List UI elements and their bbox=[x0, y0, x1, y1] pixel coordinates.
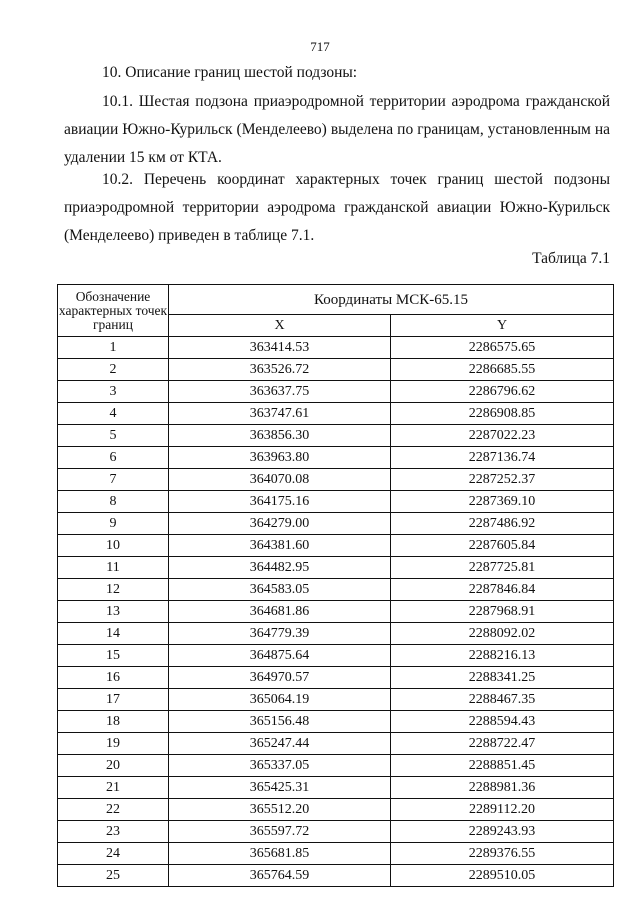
y-coordinate-cell: 2288722.47 bbox=[391, 733, 614, 755]
point-number-cell: 16 bbox=[58, 667, 169, 689]
point-number-cell: 25 bbox=[58, 865, 169, 887]
point-number-cell: 22 bbox=[58, 799, 169, 821]
table-row bbox=[58, 755, 614, 777]
x-coordinate-cell: 363637.75 bbox=[169, 381, 391, 403]
point-number-cell: 18 bbox=[58, 711, 169, 733]
table-row bbox=[58, 337, 614, 359]
y-coordinate-cell: 2289243.93 bbox=[391, 821, 614, 843]
point-number-cell: 9 bbox=[58, 513, 169, 535]
x-coordinate-cell: 365064.19 bbox=[169, 689, 391, 711]
y-coordinate-cell: 2289376.55 bbox=[391, 843, 614, 865]
point-number-cell: 10 bbox=[58, 535, 169, 557]
table-row bbox=[58, 425, 614, 447]
y-coordinate-cell: 2286685.55 bbox=[391, 359, 614, 381]
point-number-cell: 15 bbox=[58, 645, 169, 667]
table-row bbox=[58, 711, 614, 733]
y-coordinate-cell: 2287968.91 bbox=[391, 601, 614, 623]
point-number-cell: 2 bbox=[58, 359, 169, 381]
paragraph-10-2: 10.2. Перечень координат характерных точек границ шестой подзоны приаэродромной территории аэродрома гражданской авиации Южно-Курильск (Менделеево) приведен в таблице 7.1. bbox=[64, 171, 610, 244]
table-row bbox=[58, 381, 614, 403]
point-number-cell: 11 bbox=[58, 557, 169, 579]
y-coordinate-cell: 2288851.45 bbox=[391, 755, 614, 777]
x-coordinate-cell: 364381.60 bbox=[169, 535, 391, 557]
header-coords-group: Координаты МСК-65.15 bbox=[169, 285, 614, 315]
page-number: 717 bbox=[310, 39, 330, 54]
table-row bbox=[58, 821, 614, 843]
x-coordinate-cell: 364970.57 bbox=[169, 667, 391, 689]
y-coordinate-cell: 2286796.62 bbox=[391, 381, 614, 403]
point-number-cell: 5 bbox=[58, 425, 169, 447]
y-coordinate-cell: 2286575.65 bbox=[391, 337, 614, 359]
table-row bbox=[58, 623, 614, 645]
table-row bbox=[58, 865, 614, 887]
y-coordinate-cell: 2288594.43 bbox=[391, 711, 614, 733]
point-number-cell: 17 bbox=[58, 689, 169, 711]
table-row bbox=[58, 469, 614, 491]
point-number-cell: 1 bbox=[58, 337, 169, 359]
point-number-cell: 20 bbox=[58, 755, 169, 777]
y-coordinate-cell: 2287605.84 bbox=[391, 535, 614, 557]
y-coordinate-cell: 2287022.23 bbox=[391, 425, 614, 447]
table-row bbox=[58, 667, 614, 689]
table-row bbox=[58, 557, 614, 579]
point-number-cell: 21 bbox=[58, 777, 169, 799]
table-row bbox=[58, 799, 614, 821]
table-row bbox=[58, 535, 614, 557]
paragraph-10-1: 10.1. Шестая подзона приаэродромной территории аэродрома гражданской авиации Южно-Курильск (Менделеево) выделена по границам, установленным на удалении 15 км от КТА. bbox=[64, 93, 610, 166]
x-coordinate-cell: 363747.61 bbox=[169, 403, 391, 425]
x-coordinate-cell: 365681.85 bbox=[169, 843, 391, 865]
x-coordinate-cell: 364681.86 bbox=[169, 601, 391, 623]
point-number-cell: 23 bbox=[58, 821, 169, 843]
x-coordinate-cell: 364482.95 bbox=[169, 557, 391, 579]
x-coordinate-cell: 363856.30 bbox=[169, 425, 391, 447]
y-coordinate-cell: 2288467.35 bbox=[391, 689, 614, 711]
x-coordinate-cell: 364070.08 bbox=[169, 469, 391, 491]
x-coordinate-cell: 364583.05 bbox=[169, 579, 391, 601]
header-x: X bbox=[169, 315, 391, 337]
y-coordinate-cell: 2289510.05 bbox=[391, 865, 614, 887]
table-body bbox=[58, 337, 614, 887]
table-row bbox=[58, 359, 614, 381]
x-coordinate-cell: 363963.80 bbox=[169, 447, 391, 469]
point-number-cell: 3 bbox=[58, 381, 169, 403]
x-coordinate-cell: 364779.39 bbox=[169, 623, 391, 645]
y-coordinate-cell: 2287369.10 bbox=[391, 491, 614, 513]
y-coordinate-cell: 2288341.25 bbox=[391, 667, 614, 689]
x-coordinate-cell: 363414.53 bbox=[169, 337, 391, 359]
y-coordinate-cell: 2288216.13 bbox=[391, 645, 614, 667]
point-number-cell: 8 bbox=[58, 491, 169, 513]
header-y: Y bbox=[391, 315, 614, 337]
x-coordinate-cell: 365597.72 bbox=[169, 821, 391, 843]
point-number-cell: 12 bbox=[58, 579, 169, 601]
y-coordinate-cell: 2287846.84 bbox=[391, 579, 614, 601]
x-coordinate-cell: 365425.31 bbox=[169, 777, 391, 799]
x-coordinate-cell: 364875.64 bbox=[169, 645, 391, 667]
table-row bbox=[58, 403, 614, 425]
x-coordinate-cell: 365156.48 bbox=[169, 711, 391, 733]
y-coordinate-cell: 2288981.36 bbox=[391, 777, 614, 799]
point-number-cell: 13 bbox=[58, 601, 169, 623]
table-caption: Таблица 7.1 bbox=[532, 250, 610, 267]
x-coordinate-cell: 365247.44 bbox=[169, 733, 391, 755]
y-coordinate-cell: 2287725.81 bbox=[391, 557, 614, 579]
y-coordinate-cell: 2287252.37 bbox=[391, 469, 614, 491]
x-coordinate-cell: 365512.20 bbox=[169, 799, 391, 821]
coordinates-table bbox=[57, 284, 614, 887]
y-coordinate-cell: 2288092.02 bbox=[391, 623, 614, 645]
x-coordinate-cell: 365337.05 bbox=[169, 755, 391, 777]
x-coordinate-cell: 363526.72 bbox=[169, 359, 391, 381]
table-header-row bbox=[58, 285, 614, 315]
table-row bbox=[58, 579, 614, 601]
table-row bbox=[58, 645, 614, 667]
point-number-cell: 6 bbox=[58, 447, 169, 469]
table-row bbox=[58, 843, 614, 865]
y-coordinate-cell: 2287136.74 bbox=[391, 447, 614, 469]
point-number-cell: 4 bbox=[58, 403, 169, 425]
point-number-cell: 14 bbox=[58, 623, 169, 645]
header-points: Обозначение характерных точек границ bbox=[58, 285, 169, 337]
table-row bbox=[58, 733, 614, 755]
table-row bbox=[58, 777, 614, 799]
x-coordinate-cell: 364175.16 bbox=[169, 491, 391, 513]
table-row bbox=[58, 601, 614, 623]
table-row bbox=[58, 689, 614, 711]
x-coordinate-cell: 364279.00 bbox=[169, 513, 391, 535]
table-row bbox=[58, 447, 614, 469]
table-row bbox=[58, 491, 614, 513]
section-heading: 10. Описание границ шестой подзоны: bbox=[102, 64, 358, 81]
point-number-cell: 24 bbox=[58, 843, 169, 865]
table-row bbox=[58, 513, 614, 535]
point-number-cell: 19 bbox=[58, 733, 169, 755]
y-coordinate-cell: 2289112.20 bbox=[391, 799, 614, 821]
y-coordinate-cell: 2286908.85 bbox=[391, 403, 614, 425]
point-number-cell: 7 bbox=[58, 469, 169, 491]
y-coordinate-cell: 2287486.92 bbox=[391, 513, 614, 535]
x-coordinate-cell: 365764.59 bbox=[169, 865, 391, 887]
